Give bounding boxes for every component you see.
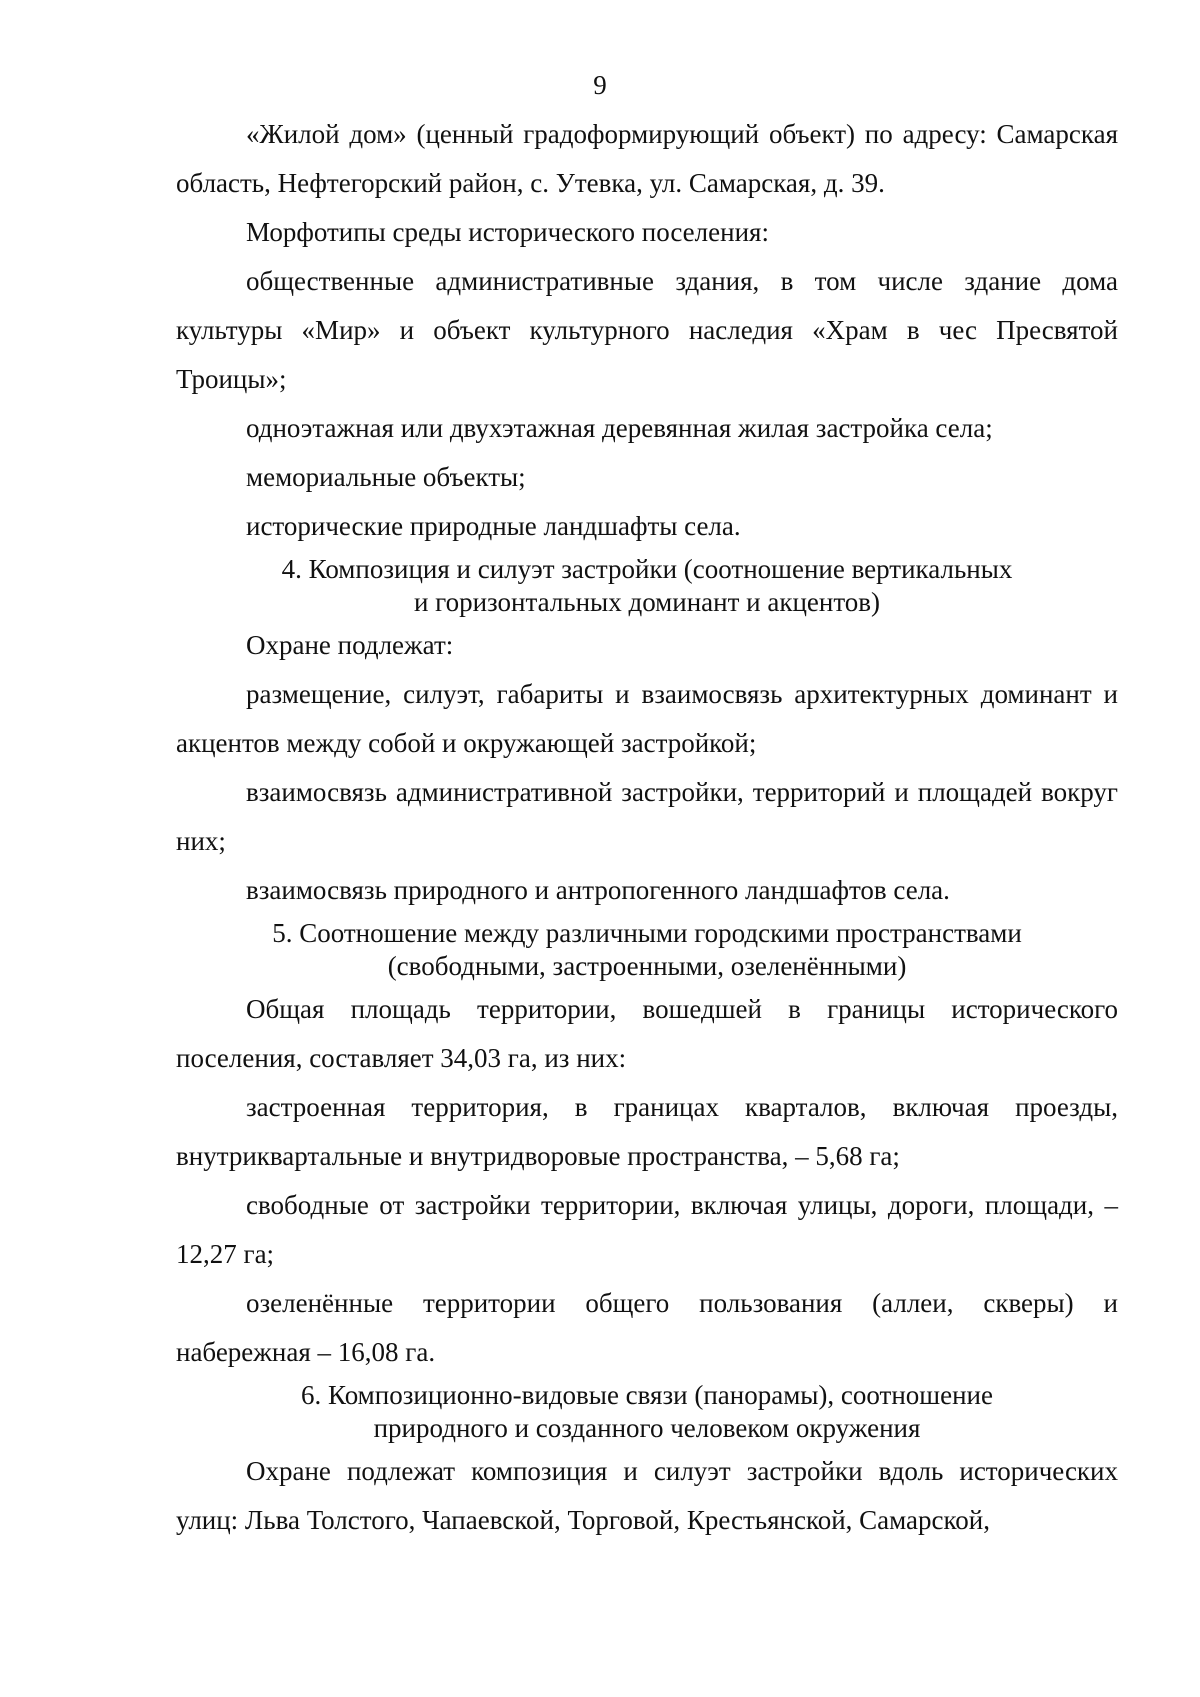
paragraph-wooden-housing: одноэтажная или двухэтажная деревянная жилая застройка села; xyxy=(246,413,993,443)
paragraph-dominants-placement: размещение, силуэт, габариты и взаимосвязь архитектурных доминант и акцентов между собой и окружающей застройкой; xyxy=(176,679,1118,758)
paragraph-green-area: озеленённые территории общего пользования (аллеи, скверы) и набережная – 16,08 га. xyxy=(176,1288,1118,1367)
section-heading-4 xyxy=(176,553,1118,619)
paragraph-morphotypes-title: Морфотипы среды исторического поселения: xyxy=(246,217,769,247)
paragraph-protected-streets: Охране подлежат композиция и силуэт застройки вдоль исторических улиц: Льва Толстого, Чапаевской, Торговой, Крестьянской, Самарской, xyxy=(176,1456,1118,1535)
paragraph-built-area: застроенная территория, в границах кварталов, включая проезды, внутриквартальные и внутридворовые пространства, – 5,68 га; xyxy=(176,1092,1118,1171)
paragraph-memorials: мемориальные объекты; xyxy=(246,462,526,492)
section-heading-4-line-1: 4. Композиция и силуэт застройки (соотношение вертикальных xyxy=(281,554,1013,584)
page-number: 9 xyxy=(593,70,607,100)
document-body xyxy=(176,110,1118,1545)
paragraph-public-buildings: общественные административные здания, в том числе здание дома культуры «Мир» и объект культурного наследия «Храм в чес Пресвятой Троицы»; xyxy=(176,266,1118,394)
paragraph-protected-intro: Охране подлежат: xyxy=(246,630,454,660)
paragraph-free-area: свободные от застройки территории, включая улицы, дороги, площади, – 12,27 га; xyxy=(176,1190,1118,1269)
paragraph-total-area: Общая площадь территории, вошедшей в границы исторического поселения, составляет 34,03 га, из них: xyxy=(176,994,1118,1073)
section-heading-6-line-2: природного и созданного человеком окружения xyxy=(373,1413,921,1443)
paragraph-landscapes: исторические природные ландшафты села. xyxy=(246,511,741,541)
paragraph-landscape-relation: взаимосвязь природного и антропогенного ландшафтов села. xyxy=(246,875,950,905)
section-heading-6-line-1: 6. Композиционно-видовые связи (панорамы), соотношение xyxy=(301,1380,993,1410)
section-heading-5-line-2: (свободными, застроенными, озеленёнными) xyxy=(387,951,907,981)
paragraph-residential-house: «Жилой дом» (ценный градоформирующий объект) по адресу: Самарская область, Нефтегорский район, с. Утевка, ул. Самарская, д. 39. xyxy=(176,119,1118,198)
section-heading-5-line-1: 5. Соотношение между различными городскими пространствами xyxy=(272,918,1022,948)
section-heading-4-line-2: и горизонтальных доминант и акцентов) xyxy=(413,587,881,617)
section-heading-5 xyxy=(176,917,1118,983)
paragraph-administrative-relation: взаимосвязь административной застройки, территорий и площадей вокруг них; xyxy=(176,777,1118,856)
section-heading-6 xyxy=(176,1379,1118,1445)
